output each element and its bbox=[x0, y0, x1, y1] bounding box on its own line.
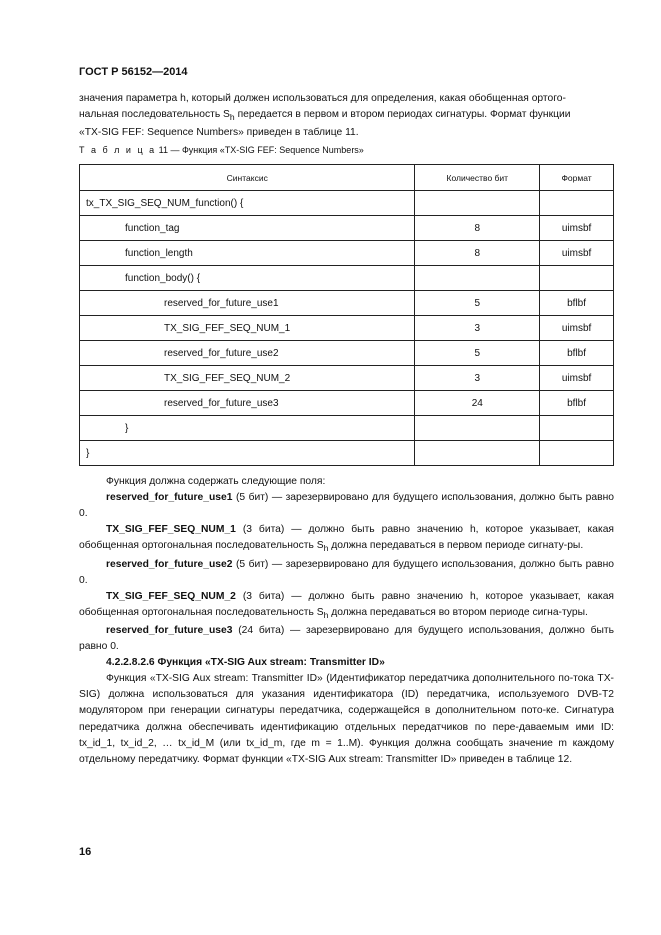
syntax-cell: tx_TX_SIG_SEQ_NUM_function() { bbox=[80, 191, 415, 216]
field-text: (5 бит) — зарезервировано для будущего использования, должно быть равно 0. bbox=[79, 558, 614, 586]
syntax-cell: reserved_for_future_use1 bbox=[80, 291, 415, 316]
field-text: (24 бита) — зарезервировано для будущего использования, должно быть равно 0. bbox=[79, 624, 614, 653]
field-description bbox=[79, 557, 614, 589]
table-row bbox=[80, 216, 614, 241]
field-name: TX_SIG_FEF_SEQ_NUM_2 bbox=[106, 590, 236, 602]
table-row bbox=[80, 191, 614, 216]
field-subscript: h bbox=[323, 543, 329, 554]
syntax-cell: } bbox=[80, 441, 415, 466]
bits-cell: 5 bbox=[415, 291, 540, 316]
table-row bbox=[80, 266, 614, 291]
function-table bbox=[79, 164, 614, 466]
section-heading bbox=[79, 655, 614, 671]
field-text: (5 бит) — зарезервировано для будущего использования, должно быть равно 0. bbox=[79, 492, 614, 520]
table-row bbox=[80, 241, 614, 266]
format-cell: uimsbf bbox=[540, 241, 614, 266]
intro-paragraph bbox=[79, 91, 614, 142]
table-row bbox=[80, 366, 614, 391]
table-caption-label: Т а б л и ц а bbox=[79, 145, 157, 155]
bits-cell bbox=[415, 441, 540, 466]
intro-line-2 bbox=[79, 107, 614, 125]
syntax-cell: reserved_for_future_use3 bbox=[80, 391, 415, 416]
table-header-row bbox=[80, 165, 614, 191]
bits-cell: 5 bbox=[415, 341, 540, 366]
format-cell: uimsbf bbox=[540, 316, 614, 341]
field-name: TX_SIG_FEF_SEQ_NUM_1 bbox=[106, 524, 236, 536]
field-description bbox=[79, 623, 614, 655]
format-cell: bflbf bbox=[540, 341, 614, 366]
table-caption-text: 11 — Функция «TX-SIG FEF: Sequence Numbers» bbox=[156, 145, 364, 155]
header-format: Формат bbox=[540, 165, 614, 191]
field-subscript: h bbox=[323, 609, 329, 620]
format-cell: bflbf bbox=[540, 291, 614, 316]
syntax-cell: function_body() { bbox=[80, 266, 415, 291]
document-header: ГОСТ Р 56152—2014 bbox=[79, 66, 188, 78]
bits-cell bbox=[415, 416, 540, 441]
section-heading-text: 4.2.2.8.2.6 Функция «TX-SIG Aux stream: Transmitter ID» bbox=[106, 657, 385, 669]
intro-line-2-post: передается в первом и втором периодах сигнатуры. Формат функции bbox=[234, 109, 571, 121]
bits-cell bbox=[415, 191, 540, 216]
format-cell: uimsbf bbox=[540, 216, 614, 241]
field-text: должна передаваться во втором периоде сигна-туры. bbox=[328, 606, 588, 618]
bits-cell: 8 bbox=[415, 216, 540, 241]
field-name: reserved_for_future_use1 bbox=[106, 492, 233, 504]
table-row bbox=[80, 441, 614, 466]
syntax-cell: } bbox=[80, 416, 415, 441]
syntax-cell: TX_SIG_FEF_SEQ_NUM_2 bbox=[80, 366, 415, 391]
section-paragraph: Функция «TX-SIG Aux stream: Transmitter ID» (Идентификатор передатчика дополнительного по-тока TX-SIG) должна использоваться для указания идентификатора (ID) передатчика, используемого DVB-T2 модулятором при генерации сигнатуры передатчика, содержащейся в дополнительном пото-ке. Сигнатура передатчика должна обеспечивать идентификацию отдельных передатчиков по пере-даваемым ими ID: tx_id_1, tx_id_2, … tx_id_M (или tx_id_m, где m = 1..M). Функция должна сообщать значение m каждому отдельному передатчику. Формат функции «TX-SIG Aux stream: Transmitter ID» приведен в таблице 12. bbox=[79, 673, 614, 765]
format-cell bbox=[540, 416, 614, 441]
syntax-cell: TX_SIG_FEF_SEQ_NUM_1 bbox=[80, 316, 415, 341]
field-description bbox=[79, 490, 614, 522]
field-description bbox=[79, 522, 614, 556]
header-bits: Количество бит bbox=[415, 165, 540, 191]
intro-line-2-pre: нальная последовательность S bbox=[79, 109, 230, 121]
field-text: должна передаваться в первом периоде сигнату-ры. bbox=[328, 540, 584, 552]
format-cell: uimsbf bbox=[540, 366, 614, 391]
fields-intro: Функция должна содержать следующие поля: bbox=[106, 476, 326, 487]
table-row bbox=[80, 316, 614, 341]
format-cell bbox=[540, 266, 614, 291]
page-number: 16 bbox=[79, 846, 92, 858]
field-name: reserved_for_future_use3 bbox=[106, 624, 233, 636]
field-name: reserved_for_future_use2 bbox=[106, 558, 233, 570]
field-text: (3 бита) — должно быть равно значению h, которое указывает, какая обобщенная ортогональная последовательность S bbox=[79, 590, 614, 618]
bits-cell bbox=[415, 266, 540, 291]
syntax-cell: function_length bbox=[80, 241, 415, 266]
format-cell bbox=[540, 441, 614, 466]
body-text bbox=[79, 474, 614, 768]
table-row bbox=[80, 391, 614, 416]
field-description bbox=[79, 589, 614, 623]
bits-cell: 3 bbox=[415, 316, 540, 341]
bits-cell: 8 bbox=[415, 241, 540, 266]
bits-cell: 3 bbox=[415, 366, 540, 391]
bits-cell: 24 bbox=[415, 391, 540, 416]
syntax-cell: function_tag bbox=[80, 216, 415, 241]
table-row bbox=[80, 416, 614, 441]
header-syntax: Синтаксис bbox=[80, 165, 415, 191]
table-caption bbox=[79, 145, 364, 155]
format-cell: bflbf bbox=[540, 391, 614, 416]
syntax-cell: reserved_for_future_use2 bbox=[80, 341, 415, 366]
format-cell bbox=[540, 191, 614, 216]
table-row bbox=[80, 341, 614, 366]
intro-line-1: значения параметра h, который должен использоваться для определения, какая обобщенная ортого- bbox=[79, 93, 566, 104]
table-row bbox=[80, 291, 614, 316]
intro-line-3: «TX-SIG FEF: Sequence Numbers» приведен в таблице 11. bbox=[79, 127, 359, 139]
field-text: (3 бита) — должно быть равно значению h, которое указывает, какая обобщенная ортогональная последовательность S bbox=[79, 524, 614, 552]
intro-subscript: h bbox=[229, 112, 235, 123]
